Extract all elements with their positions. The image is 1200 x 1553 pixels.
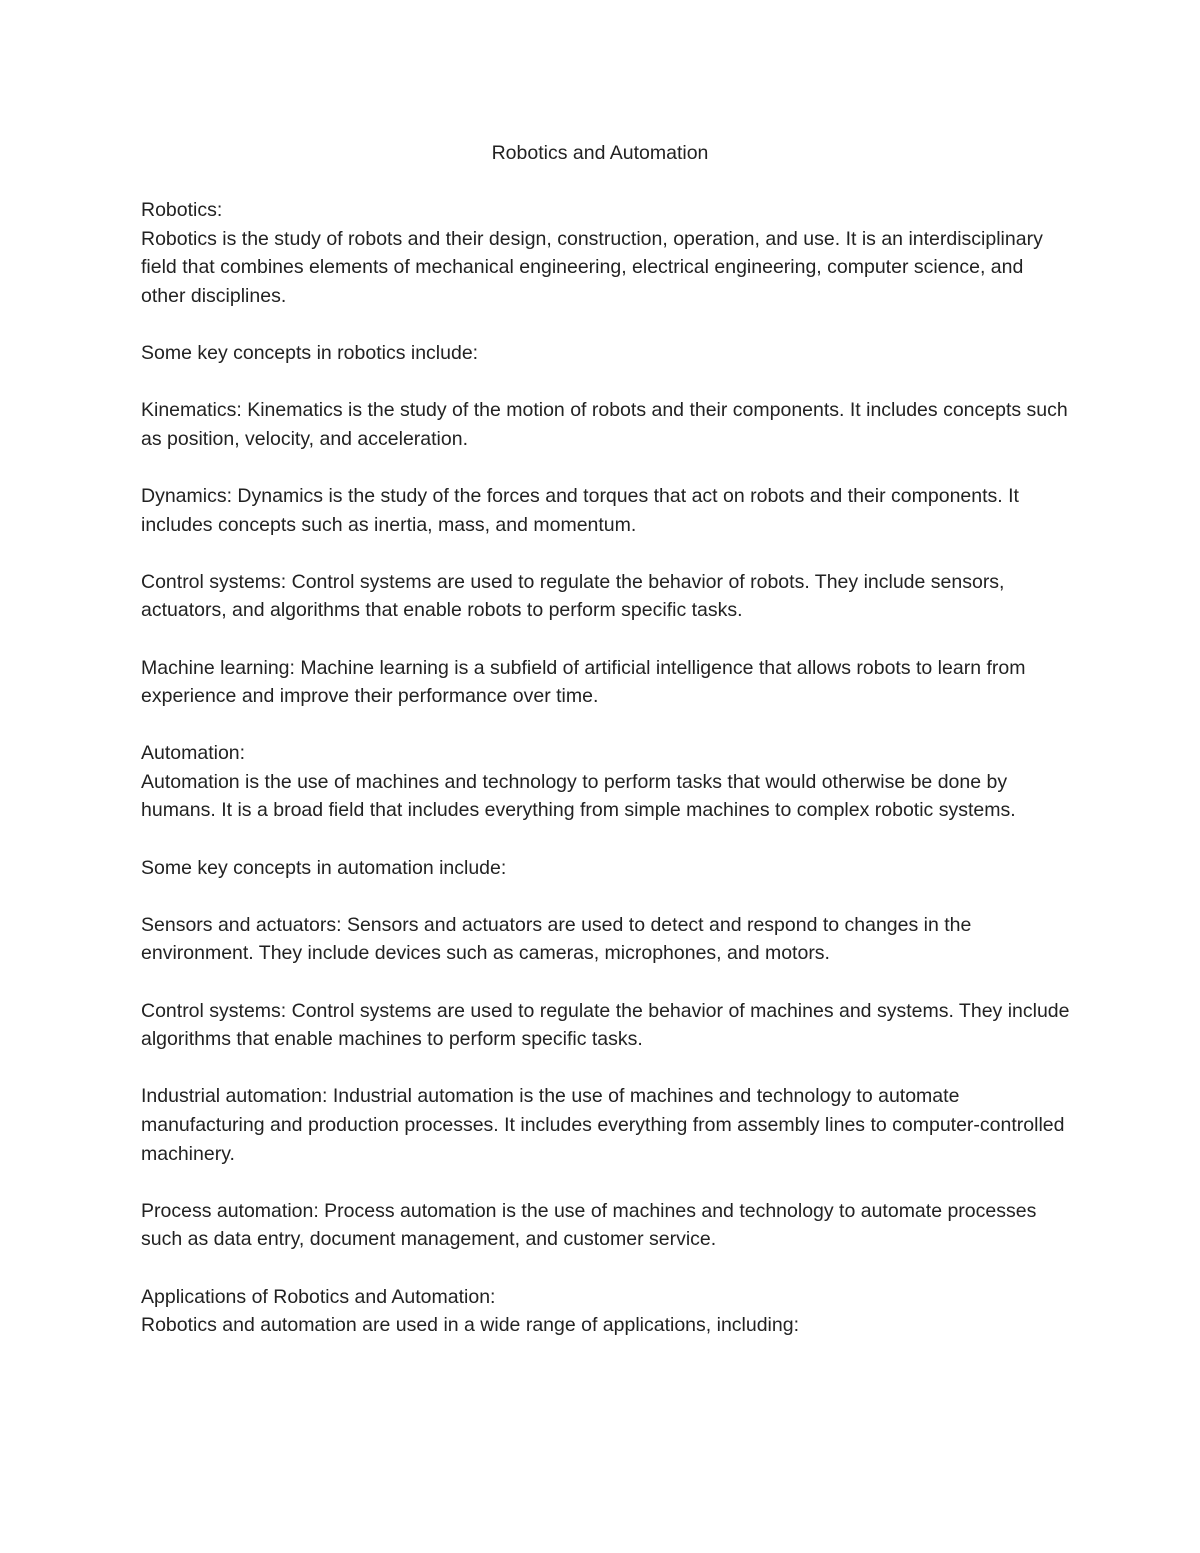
document-title: Robotics and Automation xyxy=(491,142,709,164)
kinematics-paragraph: Kinematics: Kinematics is the study of the motion of robots and their components. It includes concepts such as position, velocity, and acceleration. xyxy=(141,399,1068,450)
robotics-concepts-lead: Some key concepts in robotics include: xyxy=(141,341,479,364)
machine-learning-paragraph: Machine learning: Machine learning is a subfield of artificial intelligence that allows robots to learn from experience and improve their performance over time. xyxy=(141,656,1026,708)
applications-intro-paragraph: Robotics and automation are used in a wide range of applications, including: xyxy=(141,1314,800,1337)
robotics-control-systems-paragraph: Control systems: Control systems are used to regulate the behavior of robots. They include sensors, actuators, and algorithms that enable robots to perform specific tasks. xyxy=(141,570,1005,622)
document-body xyxy=(141,196,1071,1340)
robotics-heading: Robotics: xyxy=(141,199,223,221)
automation-concepts-lead: Some key concepts in automation include: xyxy=(141,856,507,879)
industrial-automation-paragraph: Industrial automation: Industrial automation is the use of machines and technology to automate manufacturing and production processes. It includes everything from assembly lines to computer-controlled machinery. xyxy=(141,1085,1065,1165)
sensors-actuators-paragraph: Sensors and actuators: Sensors and actuators are used to detect and respond to changes in the environment. They include devices such as cameras, microphones, and motors. xyxy=(141,913,972,965)
dynamics-paragraph: Dynamics: Dynamics is the study of the forces and torques that act on robots and their components. It includes concepts such as inertia, mass, and momentum. xyxy=(141,484,1019,536)
automation-control-systems-paragraph: Control systems: Control systems are used to regulate the behavior of machines and systems. They include algorithms that enable machines to perform specific tasks. xyxy=(141,999,1070,1051)
automation-intro-paragraph: Automation is the use of machines and technology to perform tasks that would otherwise be done by humans. It is a broad field that includes everything from simple machines to complex robotic systems. xyxy=(141,770,1016,822)
process-automation-paragraph: Process automation: Process automation is the use of machines and technology to automate processes such as data entry, document management, and customer service. xyxy=(141,1199,1037,1251)
automation-heading: Automation: xyxy=(141,742,246,765)
applications-heading: Applications of Robotics and Automation: xyxy=(141,1285,496,1308)
robotics-intro-paragraph: Robotics is the study of robots and their design, construction, operation, and use. It is an interdisciplinary field that combines elements of mechanical engineering, electrical engineering, computer science, and other disciplines. xyxy=(141,227,1043,307)
